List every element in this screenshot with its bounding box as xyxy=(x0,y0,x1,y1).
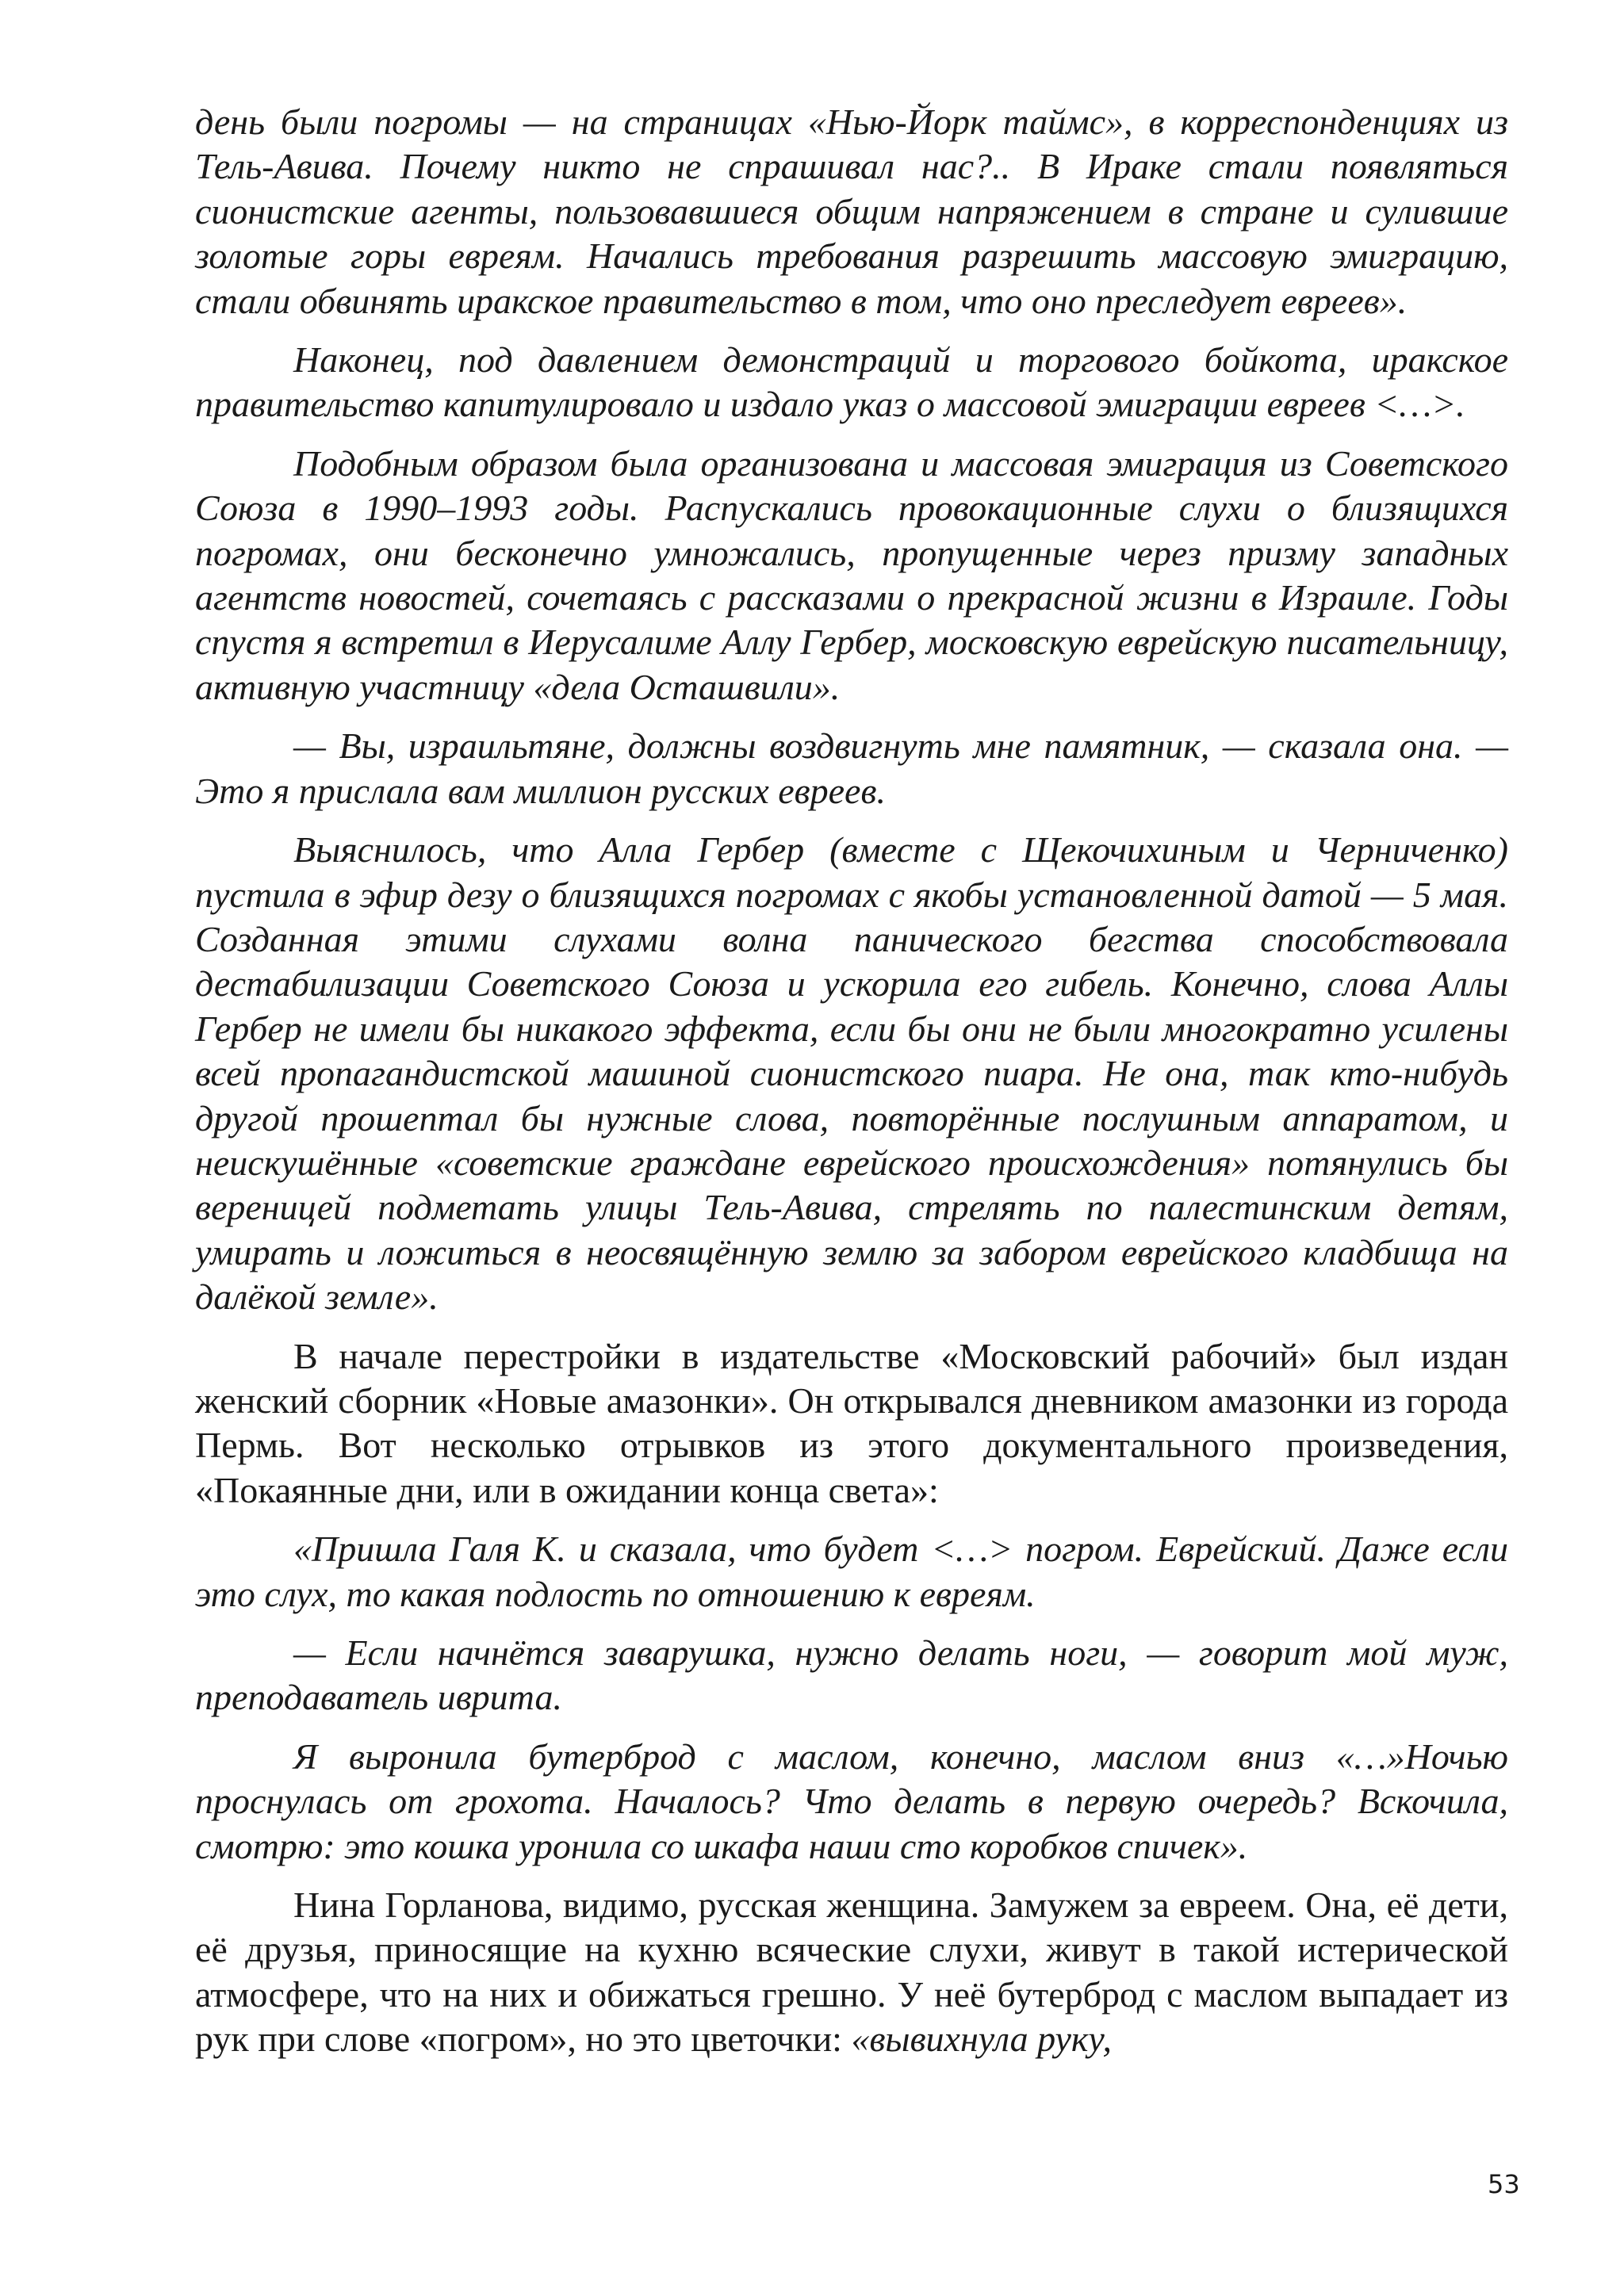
page-number: 53 xyxy=(1488,2169,1520,2199)
paragraph-8: — Если начнётся заварушка, нужно делать ноги, — говорит мой муж, преподаватель иврита. xyxy=(195,1632,1508,1718)
paragraph-9: Я выронила бутерброд с маслом, конечно, маслом вниз «…»Ночью проснулась от грохота. Началось? Что делать в первую очередь? Вскочила, смотрю: это кошка уронила со шкафа наши сто коробков спичек». xyxy=(195,1735,1508,1866)
paragraph-1: день были погромы — на страницах «Нью-Йорк таймс», в корреспонденциях из Тель-Авива. Почему никто не спрашивал нас?.. В Ираке стали появляться сионистские агенты, пользовавшиеся общим напряжением в стране и сулившие золотые горы евреям. Начались требования разрешить массовую эмиграцию, стали обвинять иракское правительство в том, что оно преследует евреев». xyxy=(195,101,1508,321)
paragraph-gap xyxy=(195,1320,1508,1334)
paragraph-gap xyxy=(195,323,1508,338)
paragraph-gap xyxy=(195,710,1508,724)
paragraph-gap xyxy=(195,1513,1508,1527)
paragraph-gap xyxy=(195,427,1508,442)
paragraph-6: В начале перестройки в издательстве «Московский рабочий» был издан женский сборник «Новые амазонки». Он открывался дневником амазонки из города Пермь. Вот несколько отрывков из этого документального произведения, «Покаянные дни, или в ожидании конца света»: xyxy=(195,1335,1508,1510)
paragraph-gap xyxy=(195,1720,1508,1735)
paragraph-gap xyxy=(195,813,1508,828)
paragraph-7: «Пришла Галя К. и сказала, что будет <…> погром. Еврейский. Даже если это слух, то какая подлость по отношению к евреям. xyxy=(195,1529,1508,1614)
paragraph-10-text: Нина Горланова, видимо, русская женщина. Замужем за евреем. Она, её дети, её друзья, приносящие на кухню всяческие слухи, живут в такой истерической атмосфере, что на них и обижаться грешно. У неё бутерброд с маслом выпадает из рук при слове «погром», но это цветочки: xyxy=(195,1885,1508,2060)
paragraph-5: Выяснилось, что Алла Гербер (вместе с Щекочихиным и Черниченко) пустила в эфир дезу о близящихся погромах с якобы установленной датой — 5 мая. Созданная этими слухами волна панического бегства способствовала дестабилизации Советского Союза и ускорила его гибель. Конечно, слова Аллы Гербер не имели бы никакого эффекта, если бы они не были многократно усилены всей пропагандистской машиной сионистского пиара. Не она, так кто-нибудь другой прошептал бы нужные слова, повторённые послушным аппаратом, и неискушённые «советские граждане еврейского происхождения» потянулись бы вереницей подметать улицы Тель-Авива, стрелять по палестинским детям, умирать и ложиться в неосвящённую землю за забором еврейского кладбища на далёкой земле». xyxy=(195,829,1508,1318)
paragraph-2: Наконец, под давлением демонстраций и торгового бойкота, иракское правительство капитулировало и издало указ о массовой эмиграции евреев <…>. xyxy=(195,339,1508,425)
paragraph-gap xyxy=(195,1617,1508,1631)
paragraph-10-italic-tail: «вывихнула руку, xyxy=(851,2019,1113,2060)
paragraph-10 xyxy=(195,1883,1508,2062)
paragraph-4: — Вы, израильтяне, должны воздвигнуть мне памятник, — сказала она. — Это я прислала вам миллион русских евреев. xyxy=(195,725,1508,811)
paragraph-gap xyxy=(195,1869,1508,1883)
page-body xyxy=(195,100,1508,2062)
paragraph-3: Подобным образом была организована и массовая эмиграция из Советского Союза в 1990–1993 годы. Распускались провокационные слухи о близящихся погромах, они бесконечно умножались, пропущенные через призму западных агентств новостей, сочетаясь с рассказами о прекрасной жизни в Израиле. Годы спустя я встретил в Иерусалиме Аллу Гербер, московскую еврейскую писательницу, активную участницу «дела Осташвили». xyxy=(195,442,1508,707)
